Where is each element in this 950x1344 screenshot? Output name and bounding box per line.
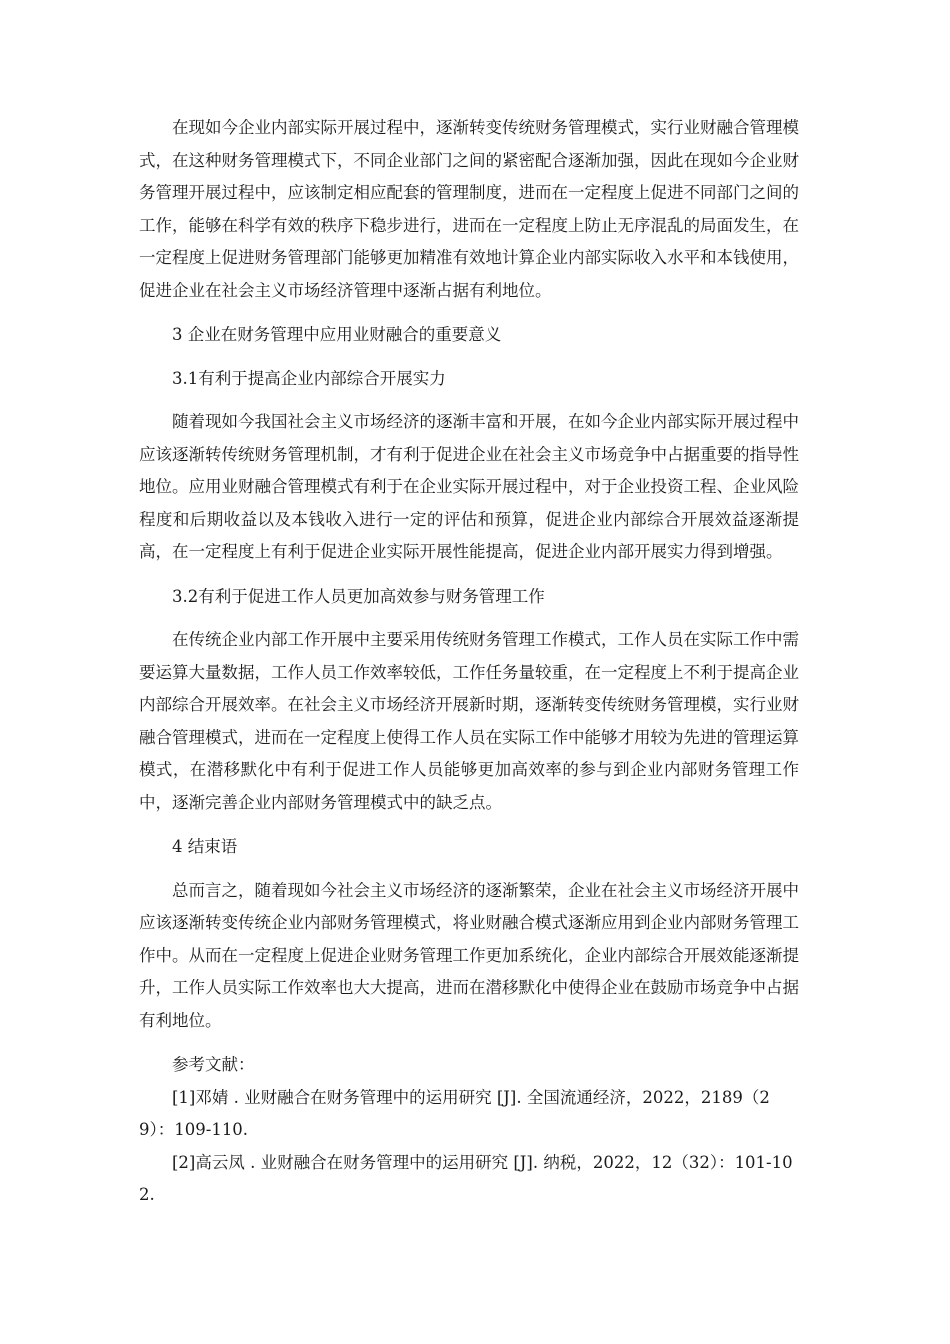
reference-item: [1]邓婧 . 业财融合在财务管理中的运用研究 [J]. 全国流通经济，2022，2189（29）：109-110.: [139, 1087, 770, 1139]
paragraph-3-2: 在传统企业内部工作开展中主要采用传统财务管理工作模式，工作人员在实际工作中需要运算大量数据，工作人员工作效率较低，工作任务量较重，在一定程度上不利于提高企业内部综合开展效率。在社会主义市场经济开展新时期，逐渐转变传统财务管理模，实行业财融合管理模式，进而在一定程度上使得工作人员在实际工作中能够才用较为先进的管理运算模式，在潜移默化中有利于促进工作人员能够更加高效率的参与到企业内部财务管理工作中，逐渐完善企业内部财务管理模式中的缺乏点。: [139, 630, 799, 812]
subsection-heading-3-2: 3.2有利于促进工作人员更加高效参与财务管理工作: [172, 586, 545, 606]
paragraph-conclusion: 总而言之，随着现如今社会主义市场经济的逐渐繁荣，企业在社会主义市场经济开展中应该逐渐转变传统企业内部财务管理模式，将业财融合模式逐渐应用到企业内部财务管理工作中。从而在一定程度上促进企业财务管理工作更加系统化，企业内部综合开展效能逐渐提升，工作人员实际工作效率也大大提高，进而在潜移默化中使得企业在鼓励市场竞争中占据有利地位。: [139, 880, 799, 1030]
references-title: 参考文献：: [172, 1055, 255, 1074]
section-heading-3: 3 企业在财务管理中应用业财融合的重要意义: [172, 325, 502, 344]
reference-item: [2]高云凤 . 业财融合在财务管理中的运用研究 [J]. 纳税，2022，12（32）：101-102.: [139, 1152, 793, 1204]
document-page: [139, 112, 799, 1212]
paragraph-intro: 在现如今企业内部实际开展过程中，逐渐转变传统财务管理模式，实行业财融合管理模式，在这种财务管理模式下，不同企业部门之间的紧密配合逐渐加强，因此在现如今企业财务管理开展过程中，应该制定相应配套的管理制度，进而在一定程度上促进不同部门之间的工作，能够在科学有效的秩序下稳步进行，进而在一定程度上防止无序混乱的局面发生，在一定程度上促进财务管理部门能够更加精准有效地计算企业内部实际收入水平和本钱使用，促进企业在社会主义市场经济管理中逐渐占据有利地位。: [139, 118, 799, 300]
section-heading-4: 4 结束语: [172, 837, 238, 856]
subsection-heading-3-1: 3.1有利于提高企业内部综合开展实力: [172, 368, 446, 388]
paragraph-3-1: 随着现如今我国社会主义市场经济的逐渐丰富和开展，在如今企业内部实际开展过程中应该逐渐转传统财务管理机制，才有利于促进企业在社会主义市场竞争中占据重要的指导性地位。应用业财融合管理模式有利于在企业实际开展过程中，对于企业投资工程、企业风险程度和后期收益以及本钱收入进行一定的评估和预算，促进企业内部综合开展效益逐渐提高，在一定程度上有利于促进企业实际开展性能提高，促进企业内部开展实力得到增强。: [139, 412, 799, 561]
